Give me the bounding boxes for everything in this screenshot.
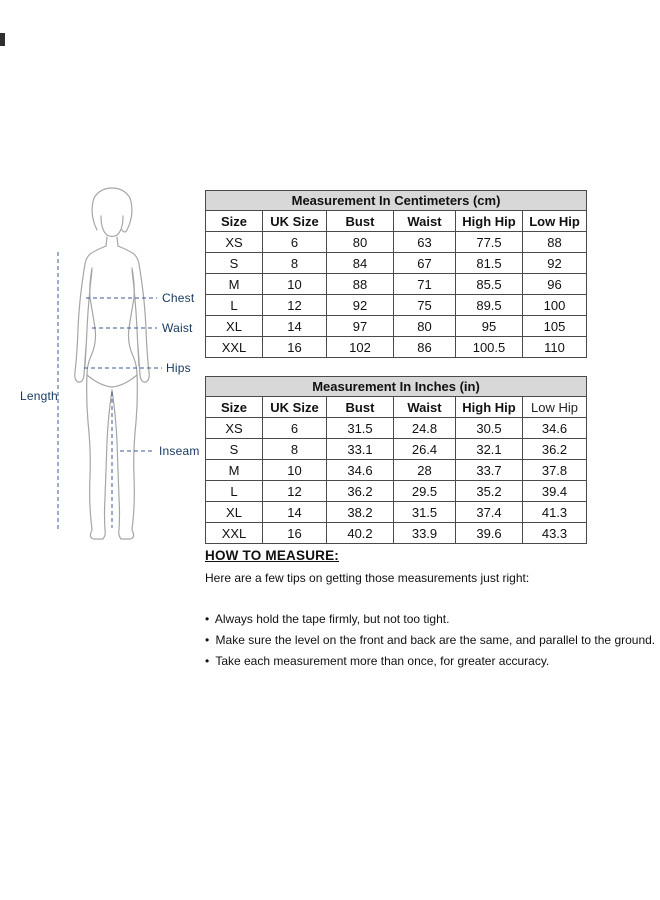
tip-item	[205, 630, 657, 651]
table-cell: 33.1	[327, 439, 394, 460]
bullet-marker: •	[205, 612, 210, 626]
tip-text: Always hold the tape firmly, but not too tight.	[212, 612, 450, 626]
table-cell: 35.2	[456, 481, 523, 502]
left-arm-outline	[75, 264, 86, 382]
table-cell: 12	[263, 481, 327, 502]
table-cell: 32.1	[456, 439, 523, 460]
neck-outline	[106, 237, 118, 246]
table-title: Measurement In Centimeters (cm)	[206, 191, 587, 211]
how-to-measure-heading: HOW TO MEASURE:	[205, 548, 339, 563]
table-cell: 88	[523, 232, 587, 253]
table-cell: XS	[206, 418, 263, 439]
table-cell: L	[206, 481, 263, 502]
cm-size-table	[205, 190, 587, 358]
table-cell: 110	[523, 337, 587, 358]
hips-label: Hips	[166, 361, 191, 375]
table-cell: 88	[327, 274, 394, 295]
table-cell: 80	[394, 316, 456, 337]
torso-left-outline	[87, 268, 96, 375]
chest-label: Chest	[162, 291, 195, 305]
table-cell: 31.5	[394, 502, 456, 523]
table-cell: 38.2	[327, 502, 394, 523]
table-cell: 43.3	[523, 523, 587, 544]
table-cell: 33.7	[456, 460, 523, 481]
tip-text: Make sure the level on the front and back are the same, and parallel to the ground.	[212, 633, 656, 647]
table-cell: 39.6	[456, 523, 523, 544]
table-cell: M	[206, 460, 263, 481]
table-row	[206, 253, 587, 274]
torso-right-outline	[129, 268, 138, 375]
table-row	[206, 232, 587, 253]
column-header: Low Hip	[523, 397, 587, 418]
table-cell: 33.9	[394, 523, 456, 544]
table-cell: 77.5	[456, 232, 523, 253]
table-title: Measurement In Inches (in)	[206, 377, 587, 397]
table-cell: 80	[327, 232, 394, 253]
table-row	[206, 523, 587, 544]
column-header: UK Size	[263, 397, 327, 418]
table-row	[206, 439, 587, 460]
table-cell: 6	[263, 418, 327, 439]
table-cell: XL	[206, 502, 263, 523]
table-cell: 100	[523, 295, 587, 316]
column-header: Waist	[394, 397, 456, 418]
in-size-table	[205, 376, 587, 544]
table-row	[206, 481, 587, 502]
table-cell: 12	[263, 295, 327, 316]
tip-text: Take each measurement more than once, for greater accuracy.	[212, 654, 550, 668]
left-leg-outline	[87, 375, 92, 530]
table-row	[206, 418, 587, 439]
table-row	[206, 502, 587, 523]
right-leg-inner-outline	[112, 390, 120, 530]
table-cell: 85.5	[456, 274, 523, 295]
table-cell: M	[206, 274, 263, 295]
right-leg-outline	[132, 375, 137, 530]
inseam-label: Inseam	[159, 444, 200, 458]
column-header: Bust	[327, 211, 394, 232]
how-to-measure-intro: Here are a few tips on getting those measurements just right:	[205, 571, 530, 585]
table-cell: 39.4	[523, 481, 587, 502]
table-cell: 6	[263, 232, 327, 253]
face-outline	[101, 216, 123, 237]
table-cell: 102	[327, 337, 394, 358]
hair-outline	[92, 188, 132, 232]
right-arm-inner-outline	[132, 270, 139, 366]
table-cell: 16	[263, 523, 327, 544]
table-cell: 31.5	[327, 418, 394, 439]
table-cell: S	[206, 439, 263, 460]
column-header: Waist	[394, 211, 456, 232]
table-cell: S	[206, 253, 263, 274]
tips-list	[205, 609, 657, 672]
table-cell: 29.5	[394, 481, 456, 502]
table-cell: 75	[394, 295, 456, 316]
table-cell: 89.5	[456, 295, 523, 316]
table-cell: 81.5	[456, 253, 523, 274]
waist-label: Waist	[162, 321, 193, 335]
table-row	[206, 337, 587, 358]
table-cell: 37.4	[456, 502, 523, 523]
table-cell: 34.6	[327, 460, 394, 481]
column-header: UK Size	[263, 211, 327, 232]
bullet-marker: •	[205, 654, 210, 668]
measurement-lines	[58, 252, 162, 532]
left-leg-inner-outline	[105, 390, 113, 530]
table-cell: 26.4	[394, 439, 456, 460]
table-cell: 95	[456, 316, 523, 337]
table-cell: 24.8	[394, 418, 456, 439]
table-row	[206, 460, 587, 481]
left-foot-outline	[90, 530, 105, 539]
shoulders-outline	[85, 246, 139, 264]
table-cell: 100.5	[456, 337, 523, 358]
table-cell: 16	[263, 337, 327, 358]
table-cell: 41.3	[523, 502, 587, 523]
how-to-measure-section	[205, 548, 657, 672]
table-cell: 14	[263, 316, 327, 337]
column-header: High Hip	[456, 211, 523, 232]
table-cell: 10	[263, 460, 327, 481]
table-cell: 86	[394, 337, 456, 358]
edge-artifact	[0, 33, 5, 46]
crotch-outline	[87, 375, 137, 387]
table-cell: 10	[263, 274, 327, 295]
table-cell: 8	[263, 439, 327, 460]
table-cell: 8	[263, 253, 327, 274]
column-header: Size	[206, 211, 263, 232]
table-row	[206, 274, 587, 295]
left-arm-inner-outline	[85, 270, 92, 366]
length-label: Length	[20, 389, 58, 403]
table-cell: 92	[327, 295, 394, 316]
column-header: Size	[206, 397, 263, 418]
table-cell: 92	[523, 253, 587, 274]
table-cell: 36.2	[327, 481, 394, 502]
table-cell: XXL	[206, 523, 263, 544]
table-cell: 71	[394, 274, 456, 295]
table-cell: 37.8	[523, 460, 587, 481]
table-cell: 34.6	[523, 418, 587, 439]
tip-item	[205, 609, 657, 630]
table-cell: 105	[523, 316, 587, 337]
table-cell: XS	[206, 232, 263, 253]
table-cell: 97	[327, 316, 394, 337]
column-header: High Hip	[456, 397, 523, 418]
table-cell: 36.2	[523, 439, 587, 460]
table-cell: XL	[206, 316, 263, 337]
table-cell: 67	[394, 253, 456, 274]
table-cell: 40.2	[327, 523, 394, 544]
right-arm-outline	[138, 264, 149, 382]
table-cell: 14	[263, 502, 327, 523]
table-row	[206, 316, 587, 337]
table-cell: 30.5	[456, 418, 523, 439]
table-cell: L	[206, 295, 263, 316]
column-header: Bust	[327, 397, 394, 418]
right-foot-outline	[119, 530, 134, 539]
bullet-marker: •	[205, 633, 210, 647]
table-cell: 84	[327, 253, 394, 274]
table-cell: 28	[394, 460, 456, 481]
table-row	[206, 295, 587, 316]
table-cell: XXL	[206, 337, 263, 358]
column-header: Low Hip	[523, 211, 587, 232]
tip-item	[205, 651, 657, 672]
table-cell: 63	[394, 232, 456, 253]
table-cell: 96	[523, 274, 587, 295]
